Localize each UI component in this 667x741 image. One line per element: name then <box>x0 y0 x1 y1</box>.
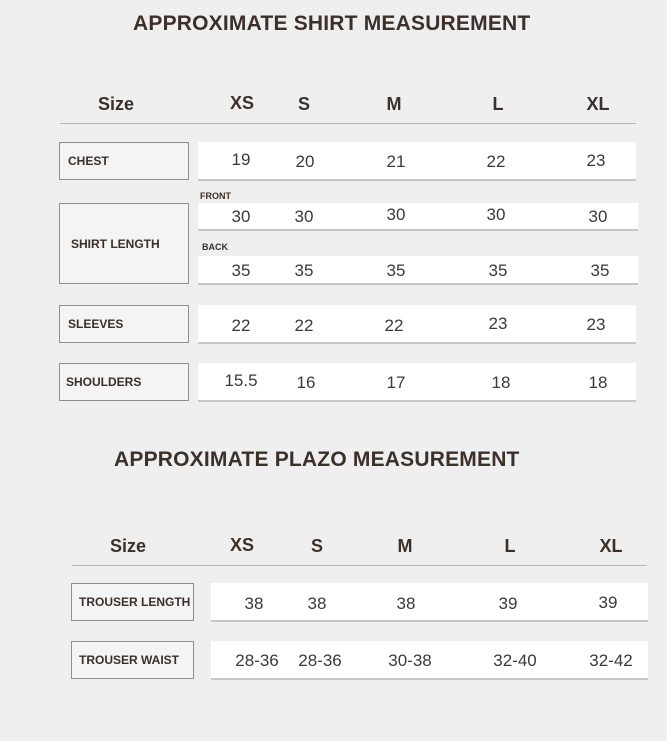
plazo-header-s: S <box>310 536 323 556</box>
front-l: 30 <box>486 205 506 224</box>
back-xl: 35 <box>590 261 610 280</box>
sleeves-xs: 22 <box>231 316 251 335</box>
shoulders-s: 16 <box>296 373 316 392</box>
shirt-header-xs: XS <box>229 93 254 113</box>
plazo-header-m: M <box>397 536 413 556</box>
chest-m: 21 <box>386 152 406 171</box>
shirt-length-back-label: BACK <box>202 242 228 252</box>
shoulders-xs: 15.5 <box>224 371 258 390</box>
back-m: 35 <box>386 261 406 280</box>
trouser-waist-s: 28-36 <box>298 651 342 670</box>
back-xs: 35 <box>231 261 251 280</box>
trouser-waist-label: TROUSER WAIST <box>71 641 194 679</box>
shoulders-xl: 18 <box>588 373 608 392</box>
trouser-waist-xs: 28-36 <box>235 651 279 670</box>
front-s: 30 <box>294 207 314 226</box>
back-s: 35 <box>294 261 314 280</box>
shoulders-label: SHOULDERS <box>59 363 189 401</box>
trouser-waist-m: 30-38 <box>388 651 432 670</box>
sleeves-m: 22 <box>384 316 404 335</box>
sleeves-l: 23 <box>488 314 508 333</box>
plazo-header-xs: XS <box>229 535 254 555</box>
chest-s: 20 <box>295 152 315 171</box>
shirt-header-divider <box>60 123 636 124</box>
trouser-length-s: 38 <box>307 594 327 613</box>
shirt-length-label: SHIRT LENGTH <box>59 203 189 284</box>
back-l: 35 <box>488 261 508 280</box>
shirt-header-s: S <box>297 94 310 114</box>
shirt-header-xl: XL <box>586 94 610 114</box>
plazo-header-l: L <box>504 536 516 556</box>
front-m: 30 <box>386 205 406 224</box>
shirt-length-front-label: FRONT <box>200 191 231 201</box>
plazo-header-divider <box>72 565 647 566</box>
trouser-length-m: 38 <box>396 594 416 613</box>
plazo-title: APPROXIMATE PLAZO MEASUREMENT <box>114 448 520 471</box>
shirt-header-size: Size <box>97 94 135 114</box>
sleeves-label: SLEEVES <box>59 305 189 343</box>
chest-xl: 23 <box>586 151 606 170</box>
chest-xs: 19 <box>231 150 251 169</box>
shirt-title: APPROXIMATE SHIRT MEASUREMENT <box>133 12 531 35</box>
plazo-header-size: Size <box>109 536 147 556</box>
trouser-waist-l: 32-40 <box>493 651 537 670</box>
front-xl: 30 <box>588 207 608 226</box>
trouser-waist-xl: 32-42 <box>589 651 633 670</box>
shoulders-l: 18 <box>491 373 511 392</box>
trouser-length-xs: 38 <box>244 594 264 613</box>
sleeves-xl: 23 <box>586 315 606 334</box>
chest-l: 22 <box>486 152 506 171</box>
sleeves-s: 22 <box>294 316 314 335</box>
trouser-length-label: TROUSER LENGTH <box>71 583 194 621</box>
plazo-header-xl: XL <box>599 536 623 556</box>
chest-label: CHEST <box>59 142 189 180</box>
shirt-header-m: M <box>386 94 402 114</box>
trouser-length-xl: 39 <box>598 593 618 612</box>
front-xs: 30 <box>231 207 251 226</box>
shirt-header-l: L <box>492 94 504 114</box>
trouser-length-l: 39 <box>498 594 518 613</box>
shoulders-m: 17 <box>386 373 406 392</box>
